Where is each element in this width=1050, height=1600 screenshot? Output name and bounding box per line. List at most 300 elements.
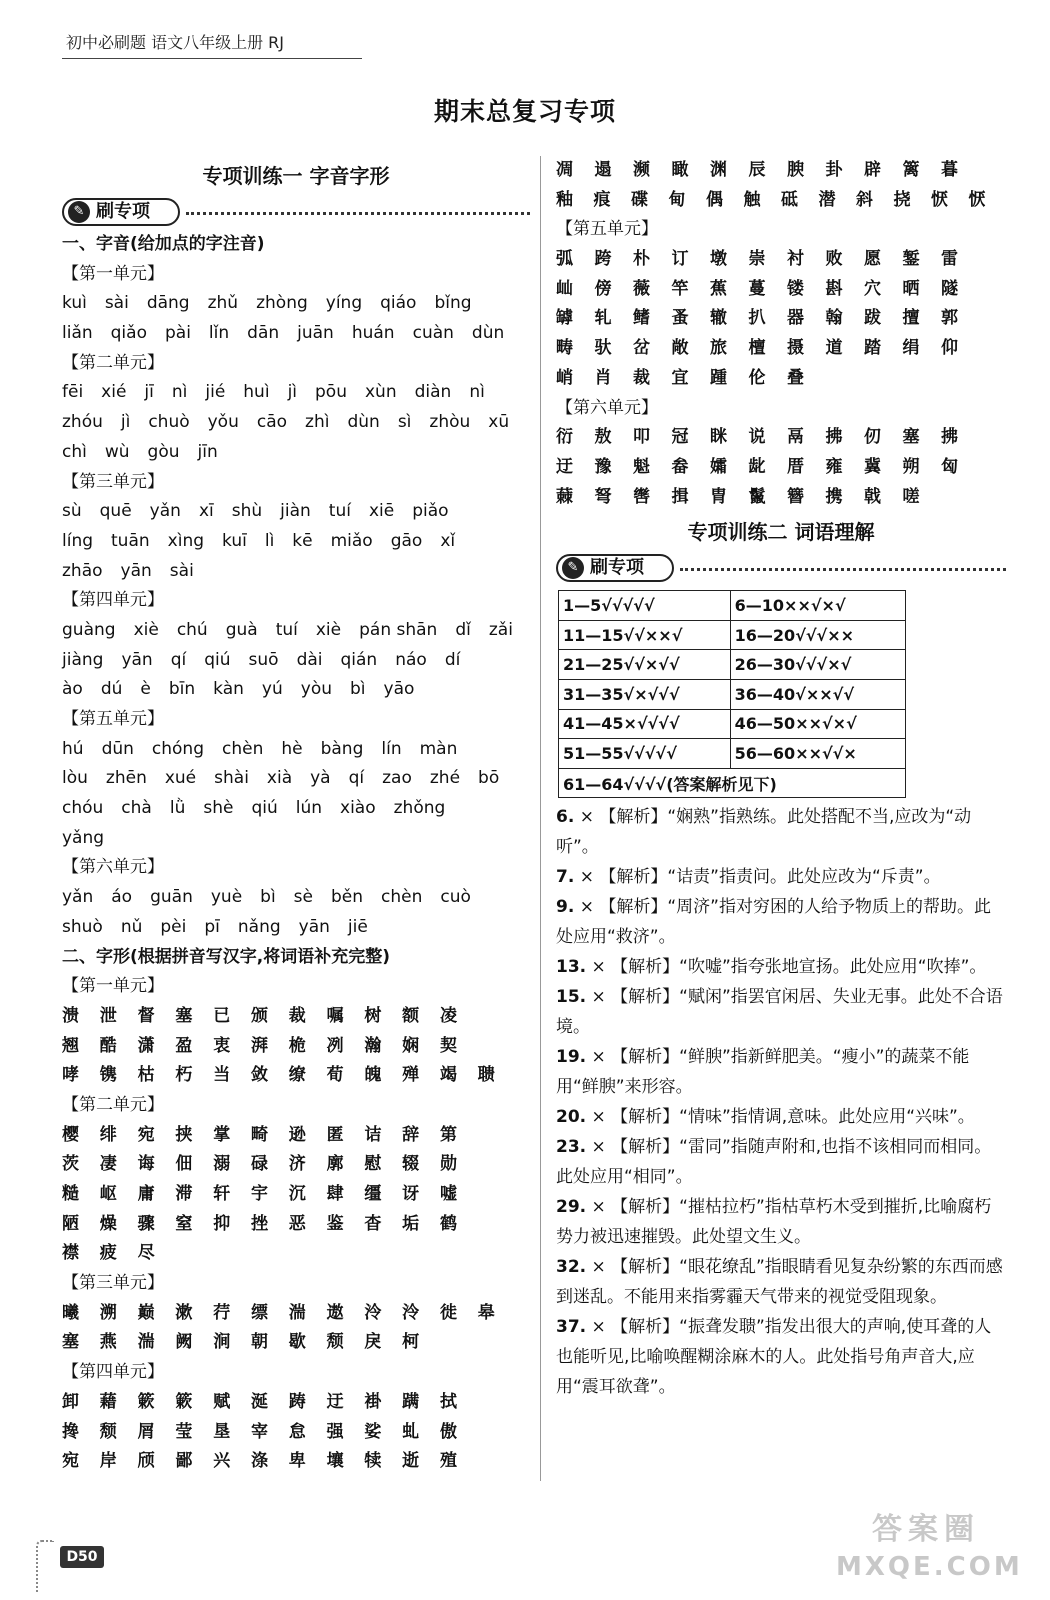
pinyin-line: [62, 883, 530, 913]
char-item: 辰: [748, 160, 766, 180]
char-item: 鳍: [633, 308, 650, 329]
char-item: 朝: [250, 1332, 268, 1353]
pinyin-item: yān: [120, 560, 152, 581]
pinyin-item: ào: [62, 679, 83, 700]
char-item: 屾: [556, 278, 573, 299]
answer-cell: 61—64√√√√(答案解析见下): [559, 768, 906, 798]
pinyin-item: jì: [287, 382, 298, 403]
char-item: 冀: [864, 456, 881, 477]
answer-cell: 31—35√×√√√: [559, 680, 731, 710]
brush-label: 刷专项: [590, 557, 644, 579]
char-item: 皋: [477, 1302, 495, 1323]
char-item: 搀: [62, 1421, 79, 1442]
pinyin-item: tuān: [111, 530, 150, 551]
char-item: 抑: [213, 1213, 231, 1234]
pinyin-line: [62, 557, 530, 587]
pinyin-item: xiào: [340, 798, 376, 819]
pinyin-item: xùn: [364, 382, 397, 403]
char-item: 轧: [594, 308, 612, 329]
char-item: 廓: [326, 1154, 344, 1175]
char-item: 褂: [364, 1391, 382, 1412]
pinyin-line: [62, 735, 530, 765]
pinyin-item: guà: [225, 619, 258, 640]
pinyin-item: lín: [381, 738, 402, 759]
char-item: 镌: [99, 1065, 117, 1086]
explanation-item: [556, 1312, 1006, 1402]
pinyin-item: lǜ: [169, 798, 186, 819]
char-item: 逊: [288, 1124, 306, 1145]
pinyin-item: nì: [469, 382, 485, 403]
pinyin-item: chèn: [381, 887, 423, 908]
char-line: [556, 453, 1006, 483]
char-item: 燥: [99, 1213, 117, 1234]
char-item: 蕀: [556, 486, 573, 507]
explanation-number: 7.: [556, 867, 575, 888]
char-item: 溺: [213, 1154, 231, 1175]
char-item: 薇: [633, 278, 650, 299]
answer-cell: 51—55√√√√√: [559, 739, 731, 769]
char-item: 胄: [710, 486, 727, 507]
pinyin-item: chì: [62, 441, 87, 462]
pinyin-item: lún: [295, 798, 323, 819]
char-item: 伦: [748, 367, 766, 388]
char-item: 颀: [137, 1451, 155, 1472]
unit-label: 【第一单元】: [62, 263, 164, 284]
brush-badge: [556, 554, 674, 582]
char-item: 斜: [856, 189, 873, 210]
char-item: 颓: [99, 1421, 117, 1442]
char-item: 挟: [175, 1124, 193, 1145]
pinyin-item: xué: [164, 768, 197, 789]
char-line: [62, 1388, 530, 1418]
char-item: 宛: [137, 1124, 155, 1145]
explanation-number: 23.: [556, 1137, 587, 1158]
char-item: 道: [825, 338, 843, 359]
char-item: 诲: [137, 1154, 155, 1175]
pinyin-item: pèi: [160, 916, 187, 937]
unit-label: 【第五单元】: [62, 709, 164, 729]
char-item: 愿: [864, 249, 881, 270]
char-item: 斟: [825, 278, 843, 299]
char-line: [62, 1328, 530, 1358]
pinyin-item: jī: [144, 382, 154, 403]
char-item: 戾: [364, 1332, 382, 1353]
explanation-item: [556, 982, 1006, 1042]
explanation-item: [556, 1042, 1006, 1102]
char-item: 树: [364, 1005, 382, 1026]
chars-left-block: [62, 972, 530, 1477]
explanation-item: [556, 802, 1006, 862]
explanation-number: 20.: [556, 1107, 587, 1128]
char-item: 渊: [710, 160, 727, 180]
char-item: 濒: [633, 160, 650, 180]
char-item: 畚: [671, 456, 689, 477]
char-item: 叠: [787, 367, 804, 388]
answer-cell: 46—50××√×√: [730, 709, 905, 739]
char-item: 翘: [62, 1035, 79, 1056]
char-line: [62, 1180, 530, 1210]
char-item: 恶: [288, 1213, 306, 1234]
char-item: 扒: [748, 308, 766, 329]
char-item: 跋: [864, 308, 881, 329]
pinyin-item: yāo: [383, 679, 415, 700]
char-item: 拂: [941, 427, 958, 448]
pinyin-item: bīn: [168, 679, 196, 700]
char-item: 莹: [175, 1421, 193, 1442]
pinyin-item: dān: [247, 323, 280, 344]
section2-title: 专项训练二 词语理解: [687, 520, 875, 545]
char-item: 败: [825, 249, 843, 270]
char-item: 踌: [288, 1391, 306, 1412]
char-item: 遨: [326, 1302, 344, 1323]
pinyin-item: wù: [104, 441, 130, 462]
char-item: 泄: [99, 1005, 117, 1026]
char-item: 竿: [671, 278, 689, 299]
unit-label: 【第三单元】: [62, 471, 164, 492]
char-item: 暮: [941, 160, 958, 180]
pinyin-item: liǎn: [62, 323, 93, 344]
pinyin-item: lì: [264, 530, 275, 551]
unit-label: 【第四单元】: [62, 590, 164, 611]
char-item: 漱: [175, 1302, 193, 1323]
pinyin-item: qiú: [204, 649, 231, 670]
char-item: 垢: [402, 1213, 420, 1234]
char-item: 朴: [633, 249, 650, 270]
pinyin-item: sè: [293, 887, 313, 908]
char-item: 讶: [402, 1184, 420, 1204]
char-item: 弧: [556, 249, 573, 270]
char-item: 摄: [787, 338, 804, 359]
char-item: 錾: [902, 249, 920, 270]
pinyin-item: bō: [478, 768, 500, 789]
char-item: 拂: [825, 427, 843, 448]
explanation-number: 37.: [556, 1317, 587, 1338]
pinyin-item: zhé: [429, 768, 461, 789]
char-item: 翰: [825, 308, 843, 329]
char-item: 徙: [439, 1302, 457, 1323]
char-item: 蹒: [402, 1391, 420, 1412]
pinyin-item: qiǎo: [110, 323, 147, 344]
char-item: 鄙: [175, 1451, 193, 1472]
char-line: [556, 156, 1006, 186]
pinyin-item: yǒu: [207, 412, 239, 433]
pinyin-item: shù: [231, 501, 263, 522]
char-item: 孀: [710, 456, 727, 477]
pinyin-item: huán: [351, 323, 395, 344]
pinyin-item: xiè: [133, 619, 159, 640]
pinyin-item: miǎo: [330, 530, 373, 551]
char-item: 涧: [213, 1332, 231, 1353]
part2-heading: 二、字形(根据拼音写汉字,将词语补充完整): [62, 946, 390, 967]
char-item: 冽: [326, 1035, 344, 1056]
char-item: 蔓: [748, 278, 766, 299]
pinyin-item: běn: [331, 887, 364, 908]
pinyin-item: sài: [169, 560, 194, 581]
char-line: [62, 1239, 530, 1269]
pinyin-line: [62, 527, 530, 557]
explanation-item: [556, 1192, 1006, 1252]
char-item: 轩: [213, 1184, 231, 1204]
char-item: 隧: [941, 278, 958, 299]
explanation-text: × 【解析】“鲜腴”指新鲜肥美。“瘦小”的蔬菜不能用“鲜腴”来形容。: [556, 1047, 970, 1098]
char-item: 绢: [902, 338, 920, 359]
explanation-text: × 【解析】“吹嘘”指夸张地宣扬。此处应用“吹捧”。: [586, 957, 987, 978]
char-item: 鉴: [326, 1213, 344, 1234]
chars-right-block: [556, 156, 1006, 512]
answer-cell: 16—20√√√××: [730, 620, 905, 650]
explanation-text: × 【解析】“摧枯拉朽”指枯草朽木受到摧折,比喻腐朽势力被迅速摧毁。此处望文生义。: [556, 1197, 992, 1248]
pinyin-item: sù: [62, 501, 82, 522]
page-number: D50: [60, 1546, 104, 1568]
pinyin-item: yíng: [325, 293, 363, 314]
unit-label: 【第二单元】: [62, 352, 164, 373]
char-item: 巅: [137, 1302, 155, 1323]
char-item: 挠: [893, 189, 911, 210]
char-item: 裁: [288, 1005, 306, 1026]
pinyin-item: xǐ: [440, 530, 456, 551]
pinyin-item: xī: [198, 501, 214, 522]
pinyin-item: kuī: [222, 530, 247, 551]
char-item: 辟: [864, 160, 881, 180]
char-line: [556, 364, 1006, 394]
char-item: 哮: [62, 1065, 79, 1086]
explanation-text: × 【解析】“雷同”指随声附和,也指不该相同而相同。此处应用“相同”。: [556, 1137, 992, 1188]
char-item: 迂: [326, 1391, 344, 1412]
dotted-rule: [186, 212, 530, 215]
pinyin-item: zhāo: [62, 560, 103, 581]
char-item: 缰: [364, 1184, 382, 1204]
char-item: 塞: [902, 427, 920, 448]
char-item: 凌: [439, 1005, 457, 1026]
char-item: 器: [787, 308, 804, 329]
pinyin-item: zhòu: [429, 412, 471, 433]
pinyin-item: bàng: [320, 738, 364, 759]
explanation-number: 13.: [556, 957, 587, 978]
char-item: 厝: [787, 456, 804, 477]
char-item: 塞: [175, 1005, 193, 1026]
pinyin-item: yān: [121, 649, 153, 670]
corner-decoration: [36, 1540, 54, 1592]
pinyin-item: lǐn: [208, 323, 230, 344]
pinyin-item: zhēn: [105, 768, 147, 789]
pinyin-item: chóu: [62, 798, 104, 819]
char-item: 鹤: [439, 1213, 457, 1234]
pinyin-item: dí: [444, 649, 461, 670]
char-item: 篱: [902, 160, 920, 180]
char-item: 魄: [364, 1065, 382, 1086]
pinyin-item: bì: [350, 679, 366, 700]
char-item: 岖: [99, 1184, 117, 1204]
pinyin-item: kē: [292, 530, 313, 551]
char-item: 颓: [326, 1332, 344, 1353]
char-item: 藉: [99, 1391, 117, 1412]
explanation-item: [556, 892, 1006, 952]
char-item: 佃: [175, 1154, 193, 1175]
char-item: 辞: [402, 1124, 420, 1145]
pinyin-item: yú: [261, 679, 283, 700]
char-item: 旅: [710, 338, 727, 359]
pinyin-item: quē: [99, 501, 132, 522]
pinyin-item: jiàng: [62, 649, 104, 670]
pinyin-item: dāng: [146, 293, 190, 314]
pinyin-item: xiē: [368, 501, 395, 522]
char-item: 娴: [402, 1035, 420, 1056]
char-item: 额: [402, 1005, 420, 1026]
right-column: [556, 156, 1006, 1402]
pinyin-item: lòu: [62, 768, 88, 789]
char-item: 杳: [364, 1213, 382, 1234]
pinyin-item: guān: [150, 887, 193, 908]
char-item: 叩: [633, 427, 650, 448]
char-line: [556, 245, 1006, 275]
char-item: 蚤: [671, 308, 689, 329]
header-divider: [62, 58, 362, 59]
char-item: 娑: [364, 1421, 382, 1442]
char-item: 敞: [671, 338, 689, 359]
char-item: 糙: [62, 1184, 79, 1204]
char-item: 辍: [402, 1154, 420, 1175]
char-item: 已: [213, 1005, 231, 1026]
explanation-number: 29.: [556, 1197, 587, 1218]
char-line: [62, 1418, 530, 1448]
char-item: 泠: [402, 1302, 420, 1323]
char-item: 峭: [556, 367, 573, 388]
char-item: 瞰: [671, 160, 689, 180]
explanation-item: [556, 1132, 1006, 1192]
pinyin-item: màn: [419, 738, 458, 759]
pinyin-line: [62, 497, 530, 527]
pinyin-item: pī: [204, 916, 220, 937]
char-line: [62, 1150, 530, 1180]
char-item: 虬: [402, 1421, 420, 1442]
char-item: 砥: [781, 189, 798, 210]
char-line: [62, 1210, 530, 1240]
answer-row: [559, 739, 906, 769]
char-line: [556, 334, 1006, 364]
char-item: 敛: [250, 1065, 268, 1086]
char-item: 鬲: [787, 427, 804, 448]
char-item: 朽: [175, 1065, 193, 1086]
pinyin-item: líng: [62, 530, 94, 551]
char-item: 蕉: [710, 278, 727, 299]
pinyin-item: kuì: [62, 293, 87, 314]
char-item: 兴: [213, 1451, 231, 1472]
char-item: 嘘: [439, 1184, 457, 1204]
char-item: 雍: [825, 456, 843, 477]
pinyin-item: dài: [296, 649, 323, 670]
char-item: 畸: [250, 1124, 268, 1145]
char-item: 跨: [594, 249, 612, 270]
char-item: 庸: [137, 1184, 155, 1204]
char-item: 竭: [439, 1065, 457, 1086]
char-item: 宜: [671, 367, 689, 388]
unit-label: 【第六单元】: [62, 857, 164, 878]
char-item: 穴: [864, 278, 881, 299]
brush-icon: ✎: [68, 201, 90, 223]
pinyin-item: piǎo: [412, 501, 449, 522]
pinyin-item: áo: [111, 887, 133, 908]
unit-label: 【第四单元】: [62, 1362, 164, 1383]
unit-label: 【第一单元】: [62, 976, 164, 997]
char-item: 仞: [864, 427, 881, 448]
pinyin-item: chà: [121, 798, 152, 819]
pinyin-item: zhóu: [62, 412, 103, 433]
char-item: 枯: [137, 1065, 155, 1086]
char-line: [556, 423, 1006, 453]
pinyin-item: shài: [214, 768, 249, 789]
char-item: 宇: [250, 1184, 268, 1204]
char-item: 肆: [326, 1184, 344, 1204]
pinyin-item: gòu: [147, 441, 180, 462]
char-item: 弩: [594, 486, 612, 507]
char-item: 戟: [864, 486, 881, 507]
answer-cell: 41—45×√√√√: [559, 709, 731, 739]
char-item: 滞: [175, 1184, 193, 1204]
pinyin-item: pán shān: [359, 619, 438, 640]
char-item: 襟: [62, 1243, 79, 1264]
char-item: 甸: [668, 189, 686, 210]
char-line: [556, 275, 1006, 305]
char-line: [62, 1061, 530, 1091]
unit-label: 【第三单元】: [62, 1273, 164, 1294]
explanation-item: [556, 1252, 1006, 1312]
part1-heading: 一、字音(给加点的字注音): [62, 234, 265, 254]
char-item: 裁: [633, 367, 650, 388]
explanation-text: × 【解析】“赋闲”指罢官闲居、失业无事。此处不合语境。: [556, 987, 1003, 1038]
char-item: 镂: [787, 278, 804, 299]
pinyin-line: [62, 616, 530, 646]
char-item: 当: [213, 1065, 231, 1086]
pinyin-item: sài: [104, 293, 129, 314]
explanation-text: × 【解析】“娴熟”指熟练。此处搭配不当,应改为“动听”。: [556, 807, 972, 858]
unit-label: 【第五单元】: [556, 219, 658, 240]
explanation-number: 32.: [556, 1257, 587, 1278]
char-item: 冠: [671, 427, 689, 448]
char-item: 卑: [288, 1451, 306, 1472]
pinyin-line: [62, 289, 530, 319]
pinyin-item: dú: [100, 679, 123, 700]
column-divider: [540, 156, 541, 1481]
char-item: 溯: [99, 1302, 117, 1323]
char-item: 疲: [99, 1243, 117, 1264]
char-item: 驮: [594, 338, 612, 359]
char-item: 第: [439, 1124, 457, 1145]
char-item: 潇: [137, 1035, 155, 1056]
char-item: 涎: [250, 1391, 268, 1412]
char-item: 凄: [99, 1154, 117, 1175]
pinyin-item: nì: [171, 382, 188, 403]
char-item: 柯: [402, 1332, 420, 1353]
char-item: 恹: [931, 189, 948, 210]
char-item: 衷: [213, 1035, 231, 1056]
pinyin-block: [62, 260, 530, 943]
char-item: 诘: [364, 1124, 382, 1145]
char-item: 釉: [556, 189, 573, 210]
pinyin-item: yǎng: [62, 827, 105, 848]
char-item: 歇: [288, 1332, 306, 1353]
pinyin-item: è: [140, 679, 151, 700]
char-item: 岸: [99, 1451, 117, 1472]
char-item: 荇: [213, 1302, 231, 1323]
pinyin-item: xié: [101, 382, 127, 403]
char-item: 曦: [62, 1302, 79, 1323]
pinyin-item: cāo: [256, 412, 288, 433]
char-item: 宰: [250, 1421, 268, 1442]
char-item: 盈: [175, 1035, 193, 1056]
char-item: 触: [743, 189, 761, 210]
char-item: 迂: [556, 456, 573, 477]
pinyin-item: zhì: [305, 412, 330, 433]
